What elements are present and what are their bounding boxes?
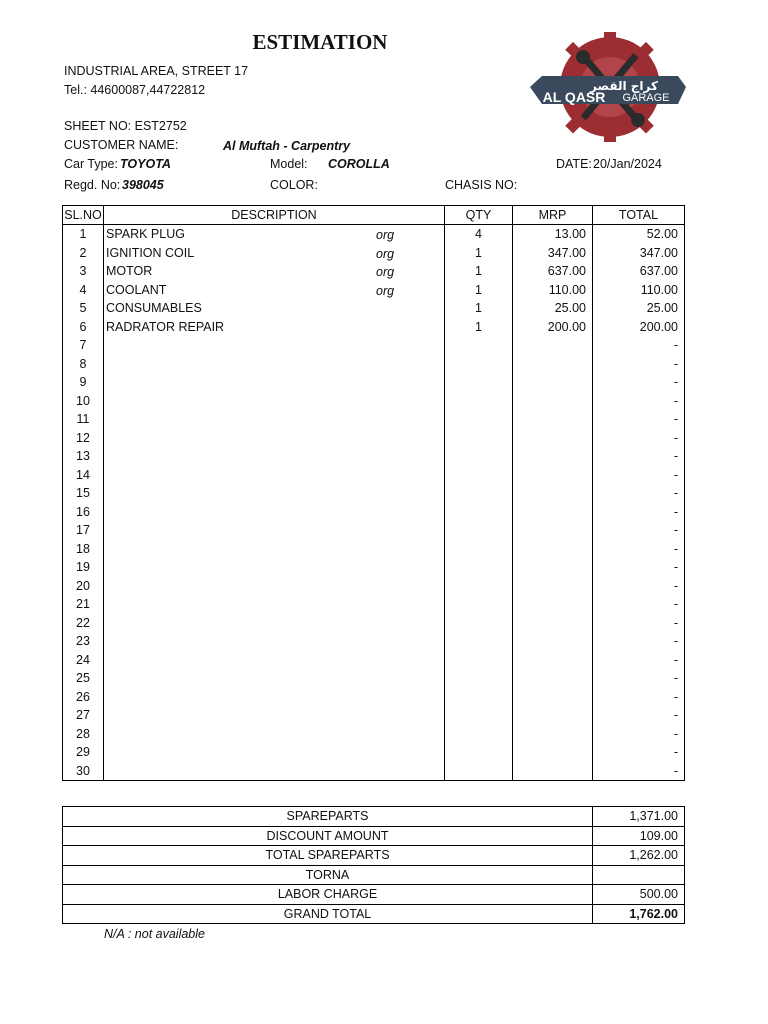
customer-name-label: CUSTOMER NAME: — [64, 138, 179, 152]
chasis-label: CHASIS NO: — [445, 178, 518, 192]
table-row — [63, 762, 685, 781]
table-row — [63, 447, 685, 466]
row-total: - — [593, 669, 685, 688]
row-description — [104, 743, 445, 762]
row-qty: 1 — [445, 244, 513, 263]
header-qty: QTY — [445, 206, 513, 225]
row-slno: 20 — [63, 577, 104, 596]
row-description-text: RADRATOR REPAIR — [106, 319, 225, 334]
row-slno: 18 — [63, 540, 104, 559]
row-slno: 3 — [63, 262, 104, 281]
row-total: 52.00 — [593, 225, 685, 244]
row-qty — [445, 651, 513, 670]
row-description — [104, 355, 445, 374]
row-description — [104, 632, 445, 651]
summary-row — [63, 846, 685, 866]
table-row — [63, 392, 685, 411]
row-total: - — [593, 540, 685, 559]
row-qty — [445, 558, 513, 577]
summary-row — [63, 904, 685, 924]
row-mrp: 13.00 — [513, 225, 593, 244]
row-mrp — [513, 429, 593, 448]
table-row — [63, 318, 685, 337]
row-mrp: 637.00 — [513, 262, 593, 281]
summary-label: GRAND TOTAL — [63, 904, 593, 924]
row-qty — [445, 466, 513, 485]
header-slno: SL.NO — [63, 206, 104, 225]
header-total: TOTAL — [593, 206, 685, 225]
logo-brand-text: AL QASR — [542, 89, 606, 105]
header-description: DESCRIPTION — [104, 206, 445, 225]
row-slno: 19 — [63, 558, 104, 577]
summary-value: 1,262.00 — [593, 846, 685, 866]
company-telephone: Tel.: 44600087,44722812 — [64, 83, 206, 97]
row-description-text: MOTOR — [106, 264, 153, 279]
summary-row — [63, 865, 685, 885]
row-description — [104, 410, 445, 429]
row-description — [104, 299, 445, 318]
model-value: COROLLA — [328, 157, 390, 171]
row-mrp: 200.00 — [513, 318, 593, 337]
table-row — [63, 503, 685, 522]
row-description-text: COOLANT — [106, 282, 167, 297]
row-total: 25.00 — [593, 299, 685, 318]
row-description — [104, 336, 445, 355]
row-mrp — [513, 558, 593, 577]
table-row — [63, 336, 685, 355]
row-description — [104, 540, 445, 559]
summary-label: TOTAL SPAREPARTS — [63, 846, 593, 866]
row-total: - — [593, 392, 685, 411]
row-description — [104, 429, 445, 448]
color-label: COLOR: — [270, 178, 318, 192]
row-total: - — [593, 503, 685, 522]
table-row — [63, 577, 685, 596]
row-total: - — [593, 373, 685, 392]
document-title: ESTIMATION — [252, 30, 388, 54]
row-mrp — [513, 447, 593, 466]
table-header-row — [63, 206, 685, 225]
row-total: - — [593, 447, 685, 466]
row-qty: 1 — [445, 262, 513, 281]
row-qty — [445, 503, 513, 522]
row-slno: 6 — [63, 318, 104, 337]
row-qty — [445, 484, 513, 503]
row-total: - — [593, 614, 685, 633]
summary-label: DISCOUNT AMOUNT — [63, 826, 593, 846]
date-value: 20/Jan/2024 — [593, 157, 662, 171]
row-mrp — [513, 373, 593, 392]
row-description — [104, 225, 445, 244]
table-row — [63, 299, 685, 318]
row-description — [104, 392, 445, 411]
row-qty — [445, 614, 513, 633]
row-slno: 9 — [63, 373, 104, 392]
row-mrp — [513, 614, 593, 633]
row-total: 347.00 — [593, 244, 685, 263]
row-description — [104, 244, 445, 263]
row-mrp — [513, 651, 593, 670]
row-total: - — [593, 336, 685, 355]
row-mrp — [513, 725, 593, 744]
row-qty — [445, 373, 513, 392]
table-row — [63, 484, 685, 503]
summary-table — [62, 806, 685, 924]
row-description — [104, 614, 445, 633]
row-description-text: SPARK PLUG — [106, 227, 185, 242]
row-total: - — [593, 410, 685, 429]
table-row — [63, 225, 685, 244]
row-description — [104, 503, 445, 522]
header-mrp: MRP — [513, 206, 593, 225]
table-row — [63, 688, 685, 707]
row-qty — [445, 743, 513, 762]
row-qty — [445, 429, 513, 448]
row-total: - — [593, 762, 685, 781]
row-mrp — [513, 336, 593, 355]
summary-label: SPAREPARTS — [63, 807, 593, 827]
table-row — [63, 632, 685, 651]
row-mrp — [513, 521, 593, 540]
row-mrp — [513, 669, 593, 688]
table-row — [63, 244, 685, 263]
table-row — [63, 281, 685, 300]
row-slno: 25 — [63, 669, 104, 688]
row-qty: 4 — [445, 225, 513, 244]
row-slno: 24 — [63, 651, 104, 670]
row-mrp: 110.00 — [513, 281, 593, 300]
row-mrp — [513, 688, 593, 707]
row-slno: 2 — [63, 244, 104, 263]
table-row — [63, 669, 685, 688]
row-qty — [445, 392, 513, 411]
row-mrp — [513, 392, 593, 411]
row-slno: 15 — [63, 484, 104, 503]
row-mrp — [513, 410, 593, 429]
row-qty — [445, 540, 513, 559]
row-description — [104, 725, 445, 744]
summary-value: 500.00 — [593, 885, 685, 905]
row-origin: org — [376, 246, 395, 261]
row-description — [104, 262, 445, 281]
row-qty: 1 — [445, 299, 513, 318]
row-qty — [445, 447, 513, 466]
row-slno: 22 — [63, 614, 104, 633]
row-total: - — [593, 577, 685, 596]
row-description — [104, 521, 445, 540]
row-qty: 1 — [445, 318, 513, 337]
row-qty — [445, 632, 513, 651]
row-description — [104, 466, 445, 485]
summary-value: 1,762.00 — [593, 904, 685, 924]
table-row — [63, 558, 685, 577]
footnote: N/A : not available — [104, 927, 205, 941]
table-row — [63, 521, 685, 540]
table-row — [63, 614, 685, 633]
row-description — [104, 669, 445, 688]
row-mrp — [513, 595, 593, 614]
summary-row — [63, 807, 685, 827]
row-mrp — [513, 466, 593, 485]
summary-label: TORNA — [63, 865, 593, 885]
row-slno: 13 — [63, 447, 104, 466]
row-mrp — [513, 632, 593, 651]
row-origin: org — [376, 265, 395, 279]
car-type-label: Car Type: — [64, 157, 118, 171]
customer-name: Al Muftah - Carpentry — [223, 139, 351, 153]
row-mrp — [513, 743, 593, 762]
row-qty — [445, 521, 513, 540]
row-mrp — [513, 706, 593, 725]
row-total: - — [593, 632, 685, 651]
row-description — [104, 762, 445, 781]
company-address: INDUSTRIAL AREA, STREET 17 — [64, 64, 249, 78]
row-description — [104, 447, 445, 466]
row-total: - — [593, 706, 685, 725]
row-description — [104, 558, 445, 577]
row-total: - — [593, 651, 685, 670]
logo-arabic-text: كراج القصر — [590, 79, 658, 93]
row-qty: 1 — [445, 281, 513, 300]
table-row — [63, 262, 685, 281]
row-origin: org — [376, 283, 395, 298]
row-mrp: 25.00 — [513, 299, 593, 318]
row-total: - — [593, 521, 685, 540]
summary-row — [63, 826, 685, 846]
row-mrp — [513, 484, 593, 503]
row-slno: 7 — [63, 336, 104, 355]
row-description — [104, 318, 445, 337]
row-slno: 23 — [63, 632, 104, 651]
row-qty — [445, 410, 513, 429]
row-slno: 10 — [63, 392, 104, 411]
row-total: 110.00 — [593, 281, 685, 300]
row-description — [104, 484, 445, 503]
table-row — [63, 429, 685, 448]
row-total: - — [593, 429, 685, 448]
row-total: - — [593, 484, 685, 503]
row-slno: 12 — [63, 429, 104, 448]
table-row — [63, 595, 685, 614]
table-row — [63, 466, 685, 485]
summary-value: 109.00 — [593, 826, 685, 846]
row-qty — [445, 577, 513, 596]
model-label: Model: — [270, 157, 308, 171]
row-description — [104, 595, 445, 614]
row-total: - — [593, 725, 685, 744]
sheet-number: SHEET NO: EST2752 — [64, 119, 187, 133]
row-qty — [445, 706, 513, 725]
row-description — [104, 706, 445, 725]
row-qty — [445, 688, 513, 707]
row-slno: 8 — [63, 355, 104, 374]
summary-label: LABOR CHARGE — [63, 885, 593, 905]
row-slno: 4 — [63, 281, 104, 300]
row-mrp — [513, 355, 593, 374]
regd-label: Regd. No: — [64, 178, 121, 192]
row-total: - — [593, 355, 685, 374]
table-row — [63, 725, 685, 744]
row-slno: 30 — [63, 762, 104, 781]
row-slno: 1 — [63, 225, 104, 244]
row-total: - — [593, 466, 685, 485]
row-description — [104, 577, 445, 596]
table-row — [63, 651, 685, 670]
row-qty — [445, 336, 513, 355]
row-slno: 29 — [63, 743, 104, 762]
row-mrp — [513, 577, 593, 596]
row-description — [104, 651, 445, 670]
items-table — [62, 205, 685, 781]
row-slno: 21 — [63, 595, 104, 614]
row-description — [104, 281, 445, 300]
row-slno: 28 — [63, 725, 104, 744]
table-row — [63, 355, 685, 374]
row-description — [104, 373, 445, 392]
row-qty — [445, 669, 513, 688]
row-slno: 27 — [63, 706, 104, 725]
date-label: DATE: — [556, 157, 592, 171]
row-qty — [445, 355, 513, 374]
row-slno: 14 — [63, 466, 104, 485]
al-qasr-garage-logo — [528, 32, 688, 142]
row-slno: 16 — [63, 503, 104, 522]
row-slno: 11 — [63, 410, 104, 429]
row-total: - — [593, 688, 685, 707]
table-row — [63, 410, 685, 429]
row-total: 200.00 — [593, 318, 685, 337]
row-mrp: 347.00 — [513, 244, 593, 263]
table-row — [63, 373, 685, 392]
row-total: - — [593, 595, 685, 614]
row-total: - — [593, 558, 685, 577]
row-origin: org — [376, 228, 395, 242]
car-type-value: TOYOTA — [120, 157, 171, 171]
summary-row — [63, 885, 685, 905]
summary-value — [593, 865, 685, 885]
row-description-text: IGNITION COIL — [106, 245, 195, 260]
row-mrp — [513, 762, 593, 781]
row-description-text: CONSUMABLES — [106, 301, 202, 316]
row-description — [104, 688, 445, 707]
row-slno: 26 — [63, 688, 104, 707]
row-qty — [445, 595, 513, 614]
table-row — [63, 540, 685, 559]
row-qty — [445, 762, 513, 781]
row-slno: 17 — [63, 521, 104, 540]
row-mrp — [513, 540, 593, 559]
regd-value: 398045 — [122, 178, 164, 192]
row-slno: 5 — [63, 299, 104, 318]
row-total: - — [593, 743, 685, 762]
table-row — [63, 706, 685, 725]
summary-value: 1,371.00 — [593, 807, 685, 827]
row-total: 637.00 — [593, 262, 685, 281]
table-row — [63, 743, 685, 762]
logo-garage-text: GARAGE — [622, 92, 670, 104]
row-qty — [445, 725, 513, 744]
row-mrp — [513, 503, 593, 522]
